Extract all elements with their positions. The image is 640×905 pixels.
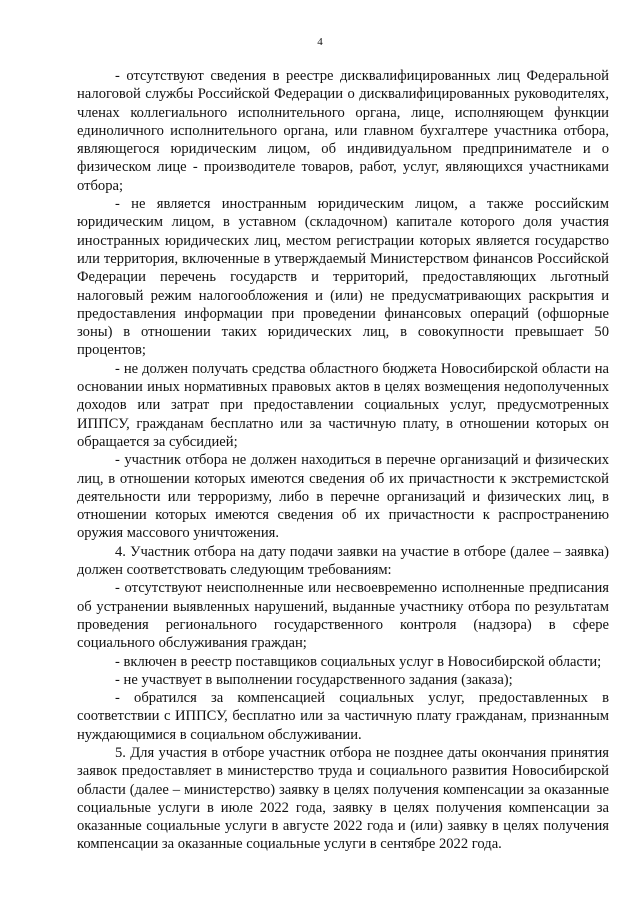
paragraph-section-5: 5. Для участия в отборе участник отбора не позднее даты окончания принятия заявок предоставляет в министерство труда и социального развития Новосибирской области (далее – министерство) заявку в целях получения компенсации за оказанные социальные услуги в июле 2022 года, заявку в целях получения компенсации за оказанные социальные услуги в августе 2022 года и (или) заявку в целях получения компенсации за оказанные социальные услуги в сентябре 2022 года. (77, 744, 609, 853)
paragraph-no-violations: - отсутствуют неисполненные или несвоевременно исполненные предписания об устранении выявленных нарушений, выданные участнику отбора по результатам проведения регионального государственного контроля (надзора) в сфере социального обслуживания граждан; (77, 580, 609, 652)
paragraph-extremism-list: - участник отбора не должен находиться в перечне организаций и физических лиц, в отношении которых имеются сведения об их причастности к экстремистской деятельности или терроризму, либо в перечне организаций и физических лиц, в отношении которых имеются сведения об их причастности к распространению оружия массового уничтожения. (77, 452, 609, 542)
paragraph-registry: - включен в реестр поставщиков социальных услуг в Новосибирской области; (115, 653, 602, 670)
paragraph-foreign-entity: - не является иностранным юридическим лицом, а также российским юридическим лицом, в уставном (складочном) капитале которого доля участия иностранных юридических лиц, местом регистрации которых является государство или территория, включенные в утверждаемый Министерством финансов Российской Федерации перечень государств и территорий, предоставляющих льготный налоговый режим налогообложения и (или) не предусматривающих раскрытия и предоставления информации при проведении финансовых операций (офшорные зоны) в отношении таких юридических лиц, в совокупности превышает 50 процентов; (77, 196, 609, 359)
paragraph-disqualified-persons: - отсутствуют сведения в реестре дисквалифицированных лиц Федеральной налоговой службы Российской Федерации о дисквалифицированных руководителях, членах коллегиального исполнительного органа, лице, исполняющем функции единоличного исполнительного органа, или главном бухгалтере участника отбора, являющегося юридическим лицом, об индивидуальном предпринимателе и о физическом лице - производителе товаров, работ, услуг, являющихся участниками отбора; (77, 68, 609, 194)
paragraph-section-4: 4. Участник отбора на дату подачи заявки на участие в отборе (далее – заявка) должен соответствовать следующим требованиям: (77, 543, 609, 579)
paragraph-regional-budget: - не должен получать средства областного бюджета Новосибирской области на основании иных нормативных правовых актов в целях возмещения недополученных доходов или затрат при предоставлении социальных услуг, предусмотренных ИППСУ, гражданам бесплатно или за частичную плату, в отношении которых он обращается за субсидией; (77, 360, 609, 450)
document-body (77, 67, 609, 854)
page-number: 4 (317, 36, 323, 48)
paragraph-compensation: - обратился за компенсацией социальных услуг, предоставленных в соответствии с ИППСУ, бесплатно или за частичную плату гражданам, признанным нуждающимися в социальном обслуживании. (77, 690, 609, 743)
paragraph-state-task: - не участвует в выполнении государственного задания (заказа); (115, 671, 513, 688)
